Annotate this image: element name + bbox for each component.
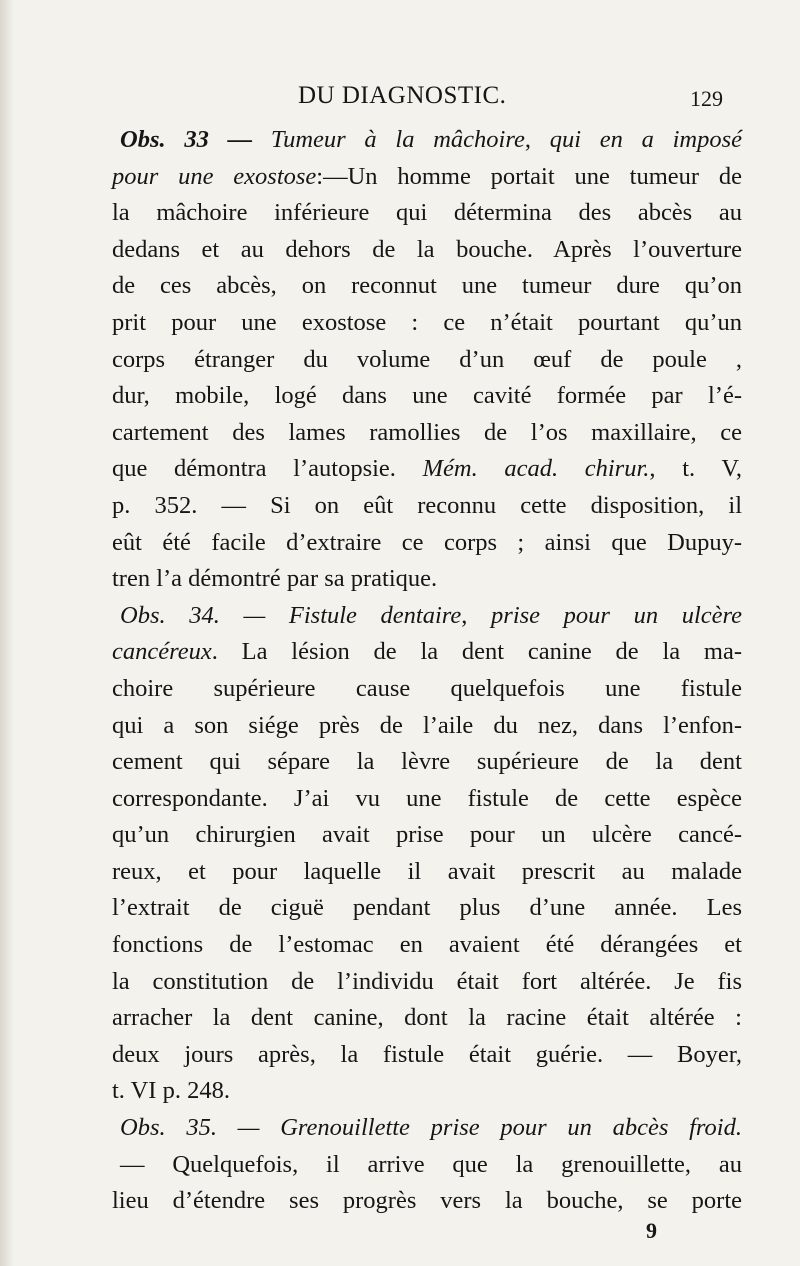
text-line <box>112 342 742 379</box>
text-line <box>112 451 742 488</box>
text-line <box>112 195 742 232</box>
italic-text: Obs. 33 — <box>120 126 271 153</box>
text-run: , <box>524 126 550 153</box>
text-line <box>112 744 742 781</box>
text-line <box>112 268 742 305</box>
text-run: fonctions de l’estomac en avaient été dérangées et <box>112 931 742 959</box>
italic-text: Obs. 35. — <box>120 1114 281 1142</box>
text-run: p. 352. — Si on eût reconnu cette disposition, il <box>112 491 742 519</box>
text-run: choire supérieure cause quelquefois une fistule <box>112 674 742 702</box>
italic-text: Grenouillette prise pour un abcès froid. <box>280 1114 742 1142</box>
italic-text: Obs. 34. — <box>120 601 289 629</box>
text-line <box>112 378 742 415</box>
text-run: qui a son siége près de l’aile du nez, dans l’enfon- <box>112 711 742 739</box>
text-run: lieu d’étendre ses progrès vers la bouche, se porte <box>112 1187 742 1215</box>
italic-text: pour une exostose <box>112 162 317 190</box>
italic-text: Tumeur à la mâchoire <box>270 126 525 153</box>
italic-text: Mém. acad. chirur. <box>422 455 650 483</box>
text-run: tren l’a démontré par sa pratique. <box>112 565 438 593</box>
text-run: arracher la dent canine, dont la racine était altérée : <box>112 1004 742 1032</box>
italic-text: prise pour un ulcère <box>491 601 742 629</box>
page-header <box>0 82 800 118</box>
text-line <box>112 561 742 598</box>
text-run: eût été facile d’extraire ce corps ; ainsi que Dupuy- <box>112 528 742 556</box>
text-line <box>112 927 742 964</box>
text-line <box>112 890 742 927</box>
italic-text: cancéreux <box>112 638 212 666</box>
body-text <box>112 122 742 1220</box>
signature-mark: 9 <box>646 1218 657 1243</box>
text-run: correspondante. J’ai vu une fistule de cette espèce <box>112 784 742 812</box>
text-run: cement qui sépare la lèvre supérieure de la dent <box>112 748 742 776</box>
text-line <box>112 488 742 525</box>
text-run: que démontra l’autopsie. <box>112 455 423 483</box>
text-line <box>112 671 742 708</box>
text-run: corps étranger du volume d’un œuf de poule , <box>112 345 742 373</box>
italic-text: qui en a imposé <box>549 126 743 153</box>
text-run: , t. V, <box>649 455 742 483</box>
text-run: — Quelquefois, il arrive que la grenouillette, au <box>120 1150 742 1178</box>
text-line <box>112 232 742 269</box>
text-line <box>112 1037 742 1074</box>
text-line <box>112 122 742 159</box>
text-run: dur, mobile, logé dans une cavité formée par l’é- <box>112 382 742 410</box>
text-run: reux, et pour laquelle il avait prescrit au malade <box>112 857 742 885</box>
text-run: la mâchoire inférieure qui détermina des abcès au <box>112 199 742 227</box>
text-run: t. VI p. 248. <box>112 1077 230 1105</box>
text-run: . La lésion de la dent canine de la ma- <box>211 638 742 666</box>
text-run: dedans et au dehors de la bouche. Après l’ouverture <box>112 235 742 263</box>
text-line <box>112 634 742 671</box>
text-run: deux jours après, la fistule était guérie. — Boyer, <box>112 1040 742 1068</box>
text-line <box>112 964 742 1001</box>
text-line <box>112 817 742 854</box>
text-line <box>112 1000 742 1037</box>
page-edge-shadow <box>0 0 14 1266</box>
text-line <box>112 1073 742 1110</box>
text-run: de ces abcès, on reconnut une tumeur dure qu’on <box>112 272 742 300</box>
text-run: cartement des lames ramollies de l’os maxillaire, ce <box>112 418 742 446</box>
text-line <box>112 1147 742 1184</box>
text-line <box>112 1110 742 1147</box>
text-line <box>112 159 742 196</box>
text-run: la constitution de l’individu était fort altérée. Je fis <box>112 967 742 995</box>
text-line <box>112 598 742 635</box>
italic-text: Fistule dentaire <box>288 601 462 629</box>
text-run: , <box>461 601 492 629</box>
text-run: l’extrait de ciguë pendant plus d’une année. Les <box>112 894 742 922</box>
text-run: :—Un homme portait une tumeur de <box>316 162 742 190</box>
text-line <box>112 415 742 452</box>
text-line <box>112 525 742 562</box>
text-line <box>112 1183 742 1220</box>
text-line <box>112 854 742 891</box>
text-run: qu’un chirurgien avait prise pour un ulcère cancé- <box>112 821 742 849</box>
text-line <box>112 781 742 818</box>
page-number: 129 <box>690 86 723 111</box>
running-head: DU DIAGNOSTIC. <box>298 82 507 109</box>
text-run: prit pour une exostose : ce n’était pourtant qu’un <box>112 308 742 336</box>
text-line <box>112 708 742 745</box>
text-line <box>112 305 742 342</box>
